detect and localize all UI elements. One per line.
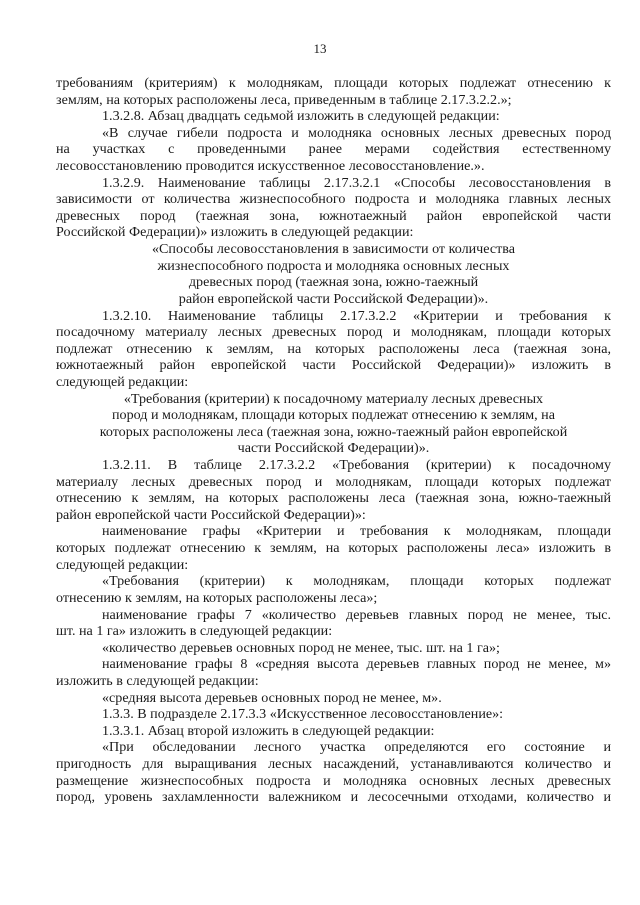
page-number: 13 [313, 41, 327, 56]
text-line: землям, на которых расположены леса, приведенным в таблице 2.17.3.2.2.»; [56, 91, 512, 108]
text-line: наименование графы «Критерии и требования к молоднякам, площади [102, 523, 611, 540]
text-line: район европейской части Российской Федерации)»: [56, 506, 366, 523]
text-line: «В случае гибели подроста и молодняка основных лесных древесных пород [102, 124, 611, 141]
text-line: «количество деревьев основных пород не менее, тыс. шт. на 1 га»; [102, 639, 500, 656]
text-line: пород и молоднякам, площади которых подлежат отнесению к землям, на [112, 407, 555, 424]
text-line: посадочному материалу лесных древесных пород и молоднякам, площади которых [56, 324, 611, 341]
text-line: наименование графы 7 «количество деревьев главных пород не менее, тыс. [102, 606, 611, 623]
body-text [56, 75, 611, 806]
text-line: 1.3.2.10. Наименование таблицы 2.17.3.2.2 «Критерии и требования к [102, 307, 611, 324]
text-line: на участках с проведенными ранее мерами содействия естественному [56, 141, 611, 158]
text-line: отнесению к землям, на которых расположены леса»; [56, 589, 378, 606]
text-line: пород, уровень захламленности валежником и лесосечными отходами, количество и [56, 789, 611, 806]
text-line: район европейской части Российской Федерации)». [178, 290, 489, 307]
text-line: которых расположены леса (таежная зона, южно-таежный район европейской [99, 423, 568, 440]
text-line: наименование графы 8 «средняя высота деревьев главных пород не менее, м» [102, 656, 611, 673]
text-line: «Способы лесовосстановления в зависимости от количества [151, 241, 516, 258]
text-line: лесовосстановлению проводится искусственное лесовосстановление.». [56, 158, 485, 175]
text-line: следующей редакции: [56, 556, 189, 573]
text-line: шт. на 1 га» изложить в следующей редакции: [56, 623, 333, 640]
text-line: пригодность для выращивания лесных насаждений, устанавливаются количество и [56, 755, 611, 772]
text-line: 1.3.2.9. Наименование таблицы 2.17.3.2.1 «Способы лесовосстановления в [102, 174, 611, 191]
text-line: жизнеспособного подроста и молодняка основных лесных [157, 257, 510, 274]
text-line: которых подлежат отнесению к землям, на которых расположены леса» изложить в [56, 540, 611, 557]
text-line: части Российской Федерации)». [237, 440, 430, 457]
text-line: 1.3.2.11. В таблице 2.17.3.2.2 «Требования (критерии) к посадочному [102, 457, 611, 474]
text-line: древесных пород (таежная зона, южно-таежный [188, 274, 479, 291]
text-line: требованиям (критериям) к молоднякам, площади которых подлежат отнесению к [56, 75, 611, 91]
text-line: южнотаежный район европейской части Российской Федерации)» изложить в [56, 357, 611, 374]
text-line: материалу лесных древесных пород и молоднякам, площади которых подлежат [56, 473, 611, 490]
text-line: Российской Федерации)» изложить в следующей редакции: [56, 224, 414, 241]
text-line: размещение жизнеспособных подроста и молодняка основных лесных древесных [56, 772, 611, 789]
text-line: «средняя высота деревьев основных пород не менее, м». [102, 689, 442, 706]
text-line: изложить в следующей редакции: [56, 672, 259, 689]
text-line: «Требования (критерии) к молоднякам, площади которых подлежат [102, 573, 611, 590]
text-line: отнесению к землям, на которых расположены леса (таежная зона, южно-таежный [56, 490, 611, 507]
text-line: древесных пород (таежная зона, южнотаежный район европейской части [56, 207, 611, 224]
text-line: зависимости от количества жизнеспособного подроста и молодняка главных лесных [56, 191, 611, 208]
text-line: подлежат отнесению к землям, на которых расположены леса (таежная зона, [56, 340, 611, 357]
text-line: «Требования (критерии) к посадочному материалу лесных древесных [123, 390, 544, 407]
text-line: следующей редакции: [56, 373, 189, 390]
text-line: 1.3.3.1. Абзац второй изложить в следующей редакции: [102, 722, 435, 739]
text-line: 1.3.3. В подразделе 2.17.3.3 «Искусственное лесовосстановление»: [102, 706, 504, 723]
text-line: 1.3.2.8. Абзац двадцать седьмой изложить в следующей редакции: [102, 108, 500, 125]
text-line: «При обследовании лесного участка определяются его состояние и [102, 739, 611, 756]
